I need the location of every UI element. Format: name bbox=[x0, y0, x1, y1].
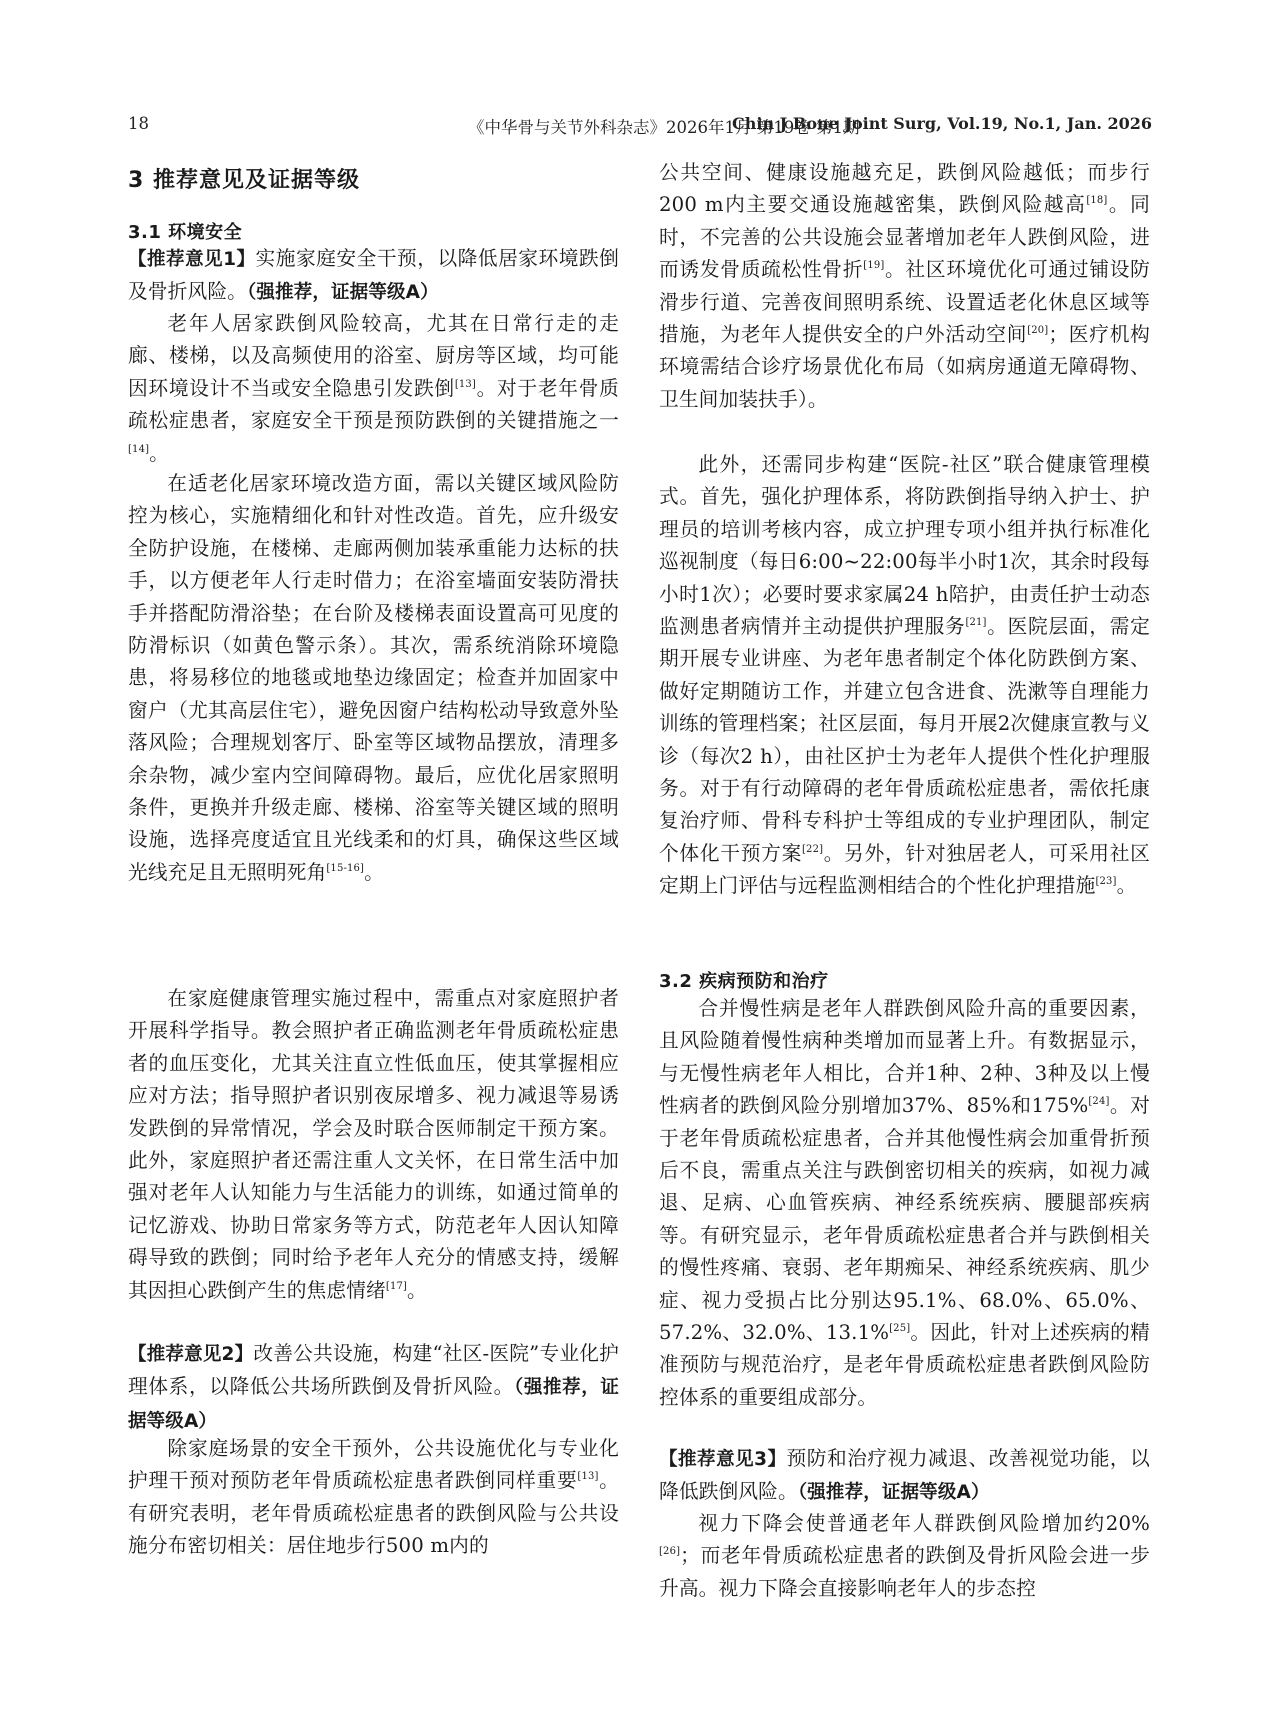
paragraph-text: 。同时，不完善的公共设施会显著增加老年人跌倒风险，进而诱发骨质疏松性骨折 bbox=[659, 193, 1150, 282]
citation: [18] bbox=[1086, 195, 1108, 207]
paragraph-text: 。医院层面，需定期开展专业讲座、为老年患者制定个体化防跌倒方案、做好定期随访工作，并建立包含进食、洗漱等自理能力训练的管理档案；社区层面，每月开展2次健康宣教与义诊（每次2 h），由社区护士为老年人提供个性化护理服务。对于有行动障碍的老年骨质疏松症患者，需依托康复治疗师、骨科专科护士等组成的专业护理团队，制定个体化干预方案 bbox=[659, 615, 1151, 865]
citation: [15-16] bbox=[326, 862, 365, 874]
recommendation-2 bbox=[128, 1338, 619, 1438]
paragraph-text: 。社区环境优化可通过铺设防滑步行道、完善夜间照明系统、设置适老化休息区域等措施，为老年人提供安全的户外活动空间 bbox=[659, 258, 1151, 347]
paragraph-text: 。因此，针对上述疾病的精准预防与规范治疗，是老年骨质疏松症患者跌倒风险防控体系的重要组成部分。 bbox=[659, 1321, 1150, 1409]
paragraph-text: 。对于老年骨质疏松症患者，家庭安全干预是预防跌倒的关键措施之一 bbox=[128, 376, 619, 433]
citation: [13] bbox=[454, 378, 476, 390]
paragraph-text: 此外，还需同步构建“医院-社区”联合健康管理模式。首先，强化护理体系，将防跌倒指导纳入护士、护理员的培训考核内容，成立护理专项小组并执行标准化巡视制度（每日6:00~22:00每半小时1次，其余时段每小时1次）；必要时要求家属24 h陪护，由责任护士动态监测患者病情并主动提供护理服务 bbox=[659, 453, 1150, 639]
citation: [21] bbox=[965, 617, 987, 629]
journal-title-en: Chin J Bone Joint Surg, Vol.19, No.1, Jan. 2026 bbox=[732, 114, 1152, 133]
recommendation-label: 【推荐意见3】 bbox=[659, 1449, 787, 1470]
paragraph bbox=[128, 308, 619, 470]
citation: [17] bbox=[385, 1280, 408, 1292]
citation: [14] bbox=[128, 443, 150, 455]
paragraph-text: ；而老年骨质疏松症患者的跌倒及骨折风险会进一步升高。视力下降会直接影响老年人的步态控 bbox=[659, 1544, 1150, 1600]
paragraph-text: 。有研究表明，老年骨质疏松症患者的跌倒风险与公共设施分布密切相关：居住地步行500 m内的 bbox=[128, 1469, 619, 1558]
paragraph-text: 老年人居家跌倒风险较高，尤其在日常行走的走廊、楼梯，以及高频使用的浴室、厨房等区域，均可能因环境设计不当或安全隐患引发跌倒 bbox=[128, 312, 619, 400]
paragraph bbox=[659, 449, 1150, 903]
paragraph-text: 。 bbox=[407, 1278, 427, 1302]
recommendation-1 bbox=[128, 243, 619, 310]
recommendation-grade: （强推荐，证据等级A） bbox=[128, 1377, 619, 1432]
paragraph-text: 。另外，针对独居老人，可采用社区定期上门评估与远程监测相结合的个性化护理措施 bbox=[659, 841, 1150, 898]
citation: [24] bbox=[1088, 1096, 1110, 1108]
paragraph-text: ；医疗机构环境需结合诊疗场景优化布局（如病房通道无障碍物、卫生间加装扶手）。 bbox=[659, 323, 1151, 411]
page-number: 18 bbox=[128, 114, 149, 133]
paragraph-text: 。 bbox=[364, 860, 384, 884]
citation: [19] bbox=[863, 260, 885, 272]
recommendation-grade: （强推荐，证据等级A） bbox=[797, 1482, 990, 1504]
paragraph-text: 除家庭场景的安全干预外，公共设施优化与专业化护理干预对预防老年骨质疏松症患者跌倒同样重要 bbox=[128, 1437, 619, 1493]
paragraph-text: 视力下降会使普通老年人群跌倒风险增加约20% bbox=[698, 1512, 1150, 1535]
paragraph-text: 在家庭健康管理实施过程中，需重点对家庭照护者开展科学指导。教会照护者正确监测老年骨质疏松症患者的血压变化，尤其关注直立性低血压，使其掌握相应应对方法；指导照护者识别夜尿增多、视力减退等易诱发跌倒的异常情况，学会及时联合医师制定干预方案。此外，家庭照护者还需注重人文关怀，在日常生活中加强对老年人认知能力与生活能力的训练，如通过简单的记忆游戏、协助日常家务等方式，防范老年人因认知障碍导致的跌倒；同时给予老年人充分的情感支持，缓解其因担心跌倒产生的焦虑情绪 bbox=[128, 987, 619, 1302]
paragraph bbox=[659, 1508, 1150, 1605]
citation: [25] bbox=[889, 1323, 911, 1335]
paragraph-text: 。 bbox=[1116, 874, 1137, 898]
citation: [22] bbox=[802, 843, 824, 855]
paragraph-text: 在适老化居家环境改造方面，需以关键区域风险防控为核心，实施精细化和针对性改造。首先，应升级安全防护设施，在楼梯、走廊两侧加装承重能力达标的扶手，以方便老年人行走时借力；在浴室墙面安装防滑扶手并搭配防滑浴垫；在台阶及楼梯表面设置高可见度的防滑标识（如黄色警示条）。其次，需系统消除环境隐患，将易移位的地毯或地垫边缘固定；检查并加固家中窗户（尤其高层住宅），避免因窗户结构松动导致意外坠落风险；合理规划客厅、卧室等区域物品摆放，清理多余杂物，减少室内空间障碍物。最后，应优化居家照明条件，更换并升级走廊、楼梯、浴室等关键区域的照明设施，选择亮度适宜且光线柔和的灯具，确保这些区域光线充足且无照明死角 bbox=[128, 472, 619, 884]
recommendation-grade: （强推荐，证据等级A） bbox=[247, 282, 439, 304]
paragraph bbox=[128, 468, 619, 889]
citation: [23] bbox=[1095, 876, 1117, 888]
paragraph bbox=[659, 993, 1150, 1414]
paragraph-text: 公共空间、健康设施越充足，跌倒风险越低；而步行200 m内主要交通设施越密集，跌倒风险越高 bbox=[659, 161, 1150, 217]
paragraph bbox=[128, 983, 619, 1307]
recommendation-3 bbox=[659, 1443, 1150, 1510]
recommendation-text: 预防和治疗视力减退、改善视觉功能，以降低跌倒风险。 bbox=[659, 1447, 1150, 1504]
paragraph bbox=[128, 1433, 619, 1563]
subsection-heading-env: 3.1 环境安全 bbox=[128, 222, 243, 243]
section-heading: 3 推荐意见及证据等级 bbox=[128, 168, 360, 193]
recommendation-label: 【推荐意见2】 bbox=[128, 1344, 254, 1365]
recommendation-label: 【推荐意见1】 bbox=[128, 249, 256, 270]
paragraph bbox=[659, 157, 1150, 416]
citation: [13] bbox=[577, 1471, 599, 1483]
recommendation-text: 实施家庭安全干预，以降低居家环境跌倒及骨折风险。 bbox=[128, 247, 619, 304]
paragraph-text: 。对于老年骨质疏松症患者，合并其他慢性病会加重骨折预后不良，需重点关注与跌倒密切相关的疾病，如视力减退、足病、心血管疾病、神经系统疾病、腰腿部疾病等。有研究显示，老年骨质疏松症患者合并与跌倒相关的慢性疼痛、衰弱、老年期痴呆、神经系统疾病、肌少症、视力受损占比分别达95.1%、68.0%、65.0%、57.2%、32.0%、13.1% bbox=[659, 1094, 1150, 1345]
running-header bbox=[128, 114, 1152, 144]
recommendation-text: 改善公共设施，构建“社区-医院”专业化护理体系，以降低公共场所跌倒及骨折风险。 bbox=[128, 1342, 619, 1399]
citation: [20] bbox=[1027, 325, 1049, 337]
subsection-heading-disease: 3.2 疾病预防和治疗 bbox=[659, 971, 829, 992]
journal-title-cn: 《中华骨与关节外科杂志》2026年1月 第19卷 第1期 bbox=[468, 118, 860, 137]
paragraph-text: 合并慢性病是老年人群跌倒风险升高的重要因素，且风险随着慢性病种类增加而显著上升。有数据显示，与无慢性病老年人相比，合并1种、2种、3种及以上慢性病者的跌倒风险分别增加37%、85%和175% bbox=[659, 997, 1150, 1118]
citation: [26] bbox=[659, 1546, 681, 1558]
paragraph-text: 。 bbox=[149, 441, 169, 465]
